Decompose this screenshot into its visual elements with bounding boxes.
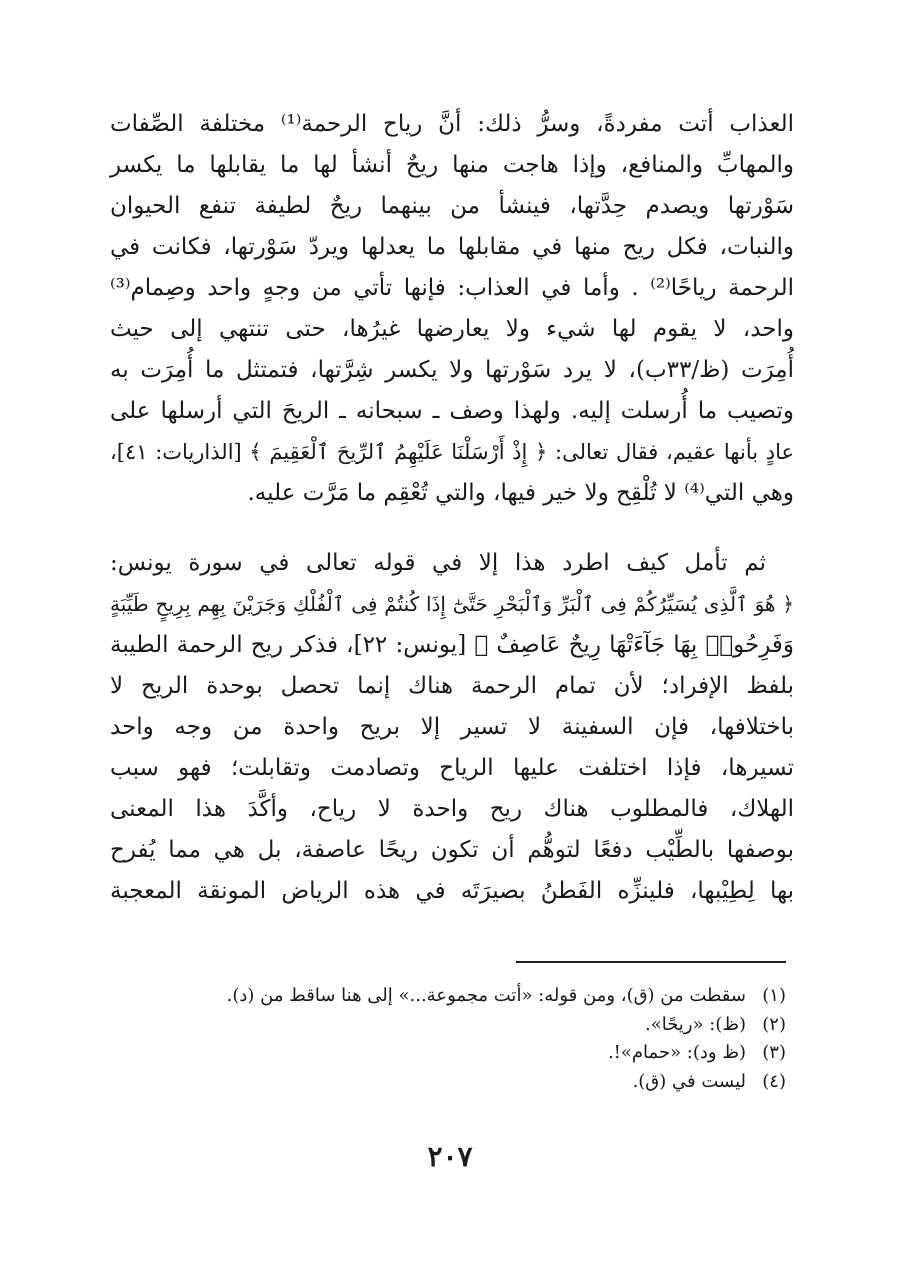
text-line: وهي التي⁽⁴⁾ لا تُلْقِح ولا خير فيها، والتي تُعْقِم ما مَرَّت عليه. — [247, 480, 794, 506]
paragraph-gap — [110, 514, 794, 543]
text-line: العذاب أتت مفردةً، وسرُّ ذلك: أنَّ رياح الرحمة⁽¹⁾ مختلفة الصِّفات — [110, 111, 794, 137]
footnote — [110, 982, 786, 1011]
text-line: الرحمة رياحًا⁽²⁾ . وأما في العذاب: فإنها تأتي من وجهٍ واحد وصِمام⁽³⁾ — [110, 275, 795, 301]
quran-verse-line: ﴿ هُوَ ٱلَّذِى يُسَيِّرُكُمْ فِى ٱلْبَرِّ وَٱلْبَحْرِ حَتَّىٰٓ إِذَا كُنتُمْ فِى ٱلْفُلْكِ وَجَرَيْنَ بِهِم بِرِيحٍ طَيِّبَةٍ — [110, 592, 794, 616]
footnote-text: سقطت من (ق)، ومن قوله: «أتت مجموعة...» إلى هنا ساقط من (د). — [226, 985, 746, 1006]
footnotes — [110, 982, 786, 1096]
text-line: أُمِرَت (ظ/٣٣ب)، لا يرد سَوْرتها ولا يكسر شِرَّتها، فتمتثل ما أُمِرَت به — [110, 357, 794, 383]
text-line: باختلافها، فإن السفينة لا تسير إلا بريح واحدة من وجه واحد — [110, 714, 794, 740]
text-line: الهلاك، فالمطلوب هناك ريح واحدة لا رياح، وأكَّدَ هذا المعنى — [110, 796, 794, 822]
text-line: والنبات، فكل ريح منها في مقابلها ما يعدلها ويردّ سَوْرتها، فكانت في — [110, 234, 794, 260]
body-text — [110, 104, 794, 912]
footnote-separator — [516, 961, 786, 963]
footnote — [110, 1068, 786, 1097]
text-line: بها لِطِيْبها، فلينزِّه الفَطنُ بصيرَتَه في هذه الرياض المونقة المعجبة — [110, 878, 794, 904]
footnote-number: (٣) — [762, 1042, 786, 1063]
text-line: وتصيب ما أُرسلت إليه. ولهذا وصف ـ سبحانه ـ الريحَ التي أرسلها على — [110, 398, 794, 424]
text-line: ثم تأمل كيف اطرد هذا إلا في قوله تعالى في سورة يونس: — [110, 550, 766, 576]
text-line: بوصفها بالطِّيْب دفعًا لتوهُّم أن تكون ريحًا عاصفة، بل هي مما يُفرح — [110, 837, 794, 863]
footnote-text: ليست في (ق). — [632, 1070, 746, 1092]
footnote-number: (٢) — [762, 1013, 786, 1035]
footnote — [110, 1039, 786, 1068]
text-line: وَفَرِحُوا۟ بِهَا جَآءَتْهَا رِيحٌ عَاصِفٌ ﴾ [يونس: ٢٢]، فذكر ريح الرحمة الطيبة — [110, 632, 794, 658]
text-line: واحد، لا يقوم لها شيء ولا يعارضها غيرُها، حتى تنتهي إلى حيث — [110, 316, 794, 342]
text-line: بلفظ الإفراد؛ لأن تمام الرحمة هناك إنما تحصل بوحدة الريح لا — [110, 673, 794, 699]
footnote-number: (٤) — [762, 1070, 786, 1092]
footnote-text: (ظ): «ريحًا». — [644, 1013, 746, 1035]
footnote-number: (١) — [762, 985, 786, 1006]
text-line: والمهابِّ والمنافع، وإذا هاجت منها ريحٌ أنشأ لها ما يقابلها ما يكسر — [110, 152, 794, 178]
text-line: تسيرها، فإذا اختلفت عليها الرياح وتصادمت وتقابلت؛ فهو سبب — [110, 755, 794, 781]
footnote — [110, 1011, 786, 1040]
text-line: سَوْرتها ويصدم حِدَّتها، فينشأ من بينهما ريحٌ لطيفة تنفع الحيوان — [110, 193, 794, 219]
page-number: ٢٠٧ — [427, 1140, 473, 1173]
footnote-text: (ظ ود): «حمام»!. — [607, 1042, 746, 1063]
text-line: عادٍ بأنها عقيم، فقال تعالى: ﴿ إِذْ أَرْسَلْنَا عَلَيْهِمُ ٱلرِّيحَ ٱلْعَقِيمَ ﴾ [الذاريات: ٤١]، — [110, 440, 794, 464]
